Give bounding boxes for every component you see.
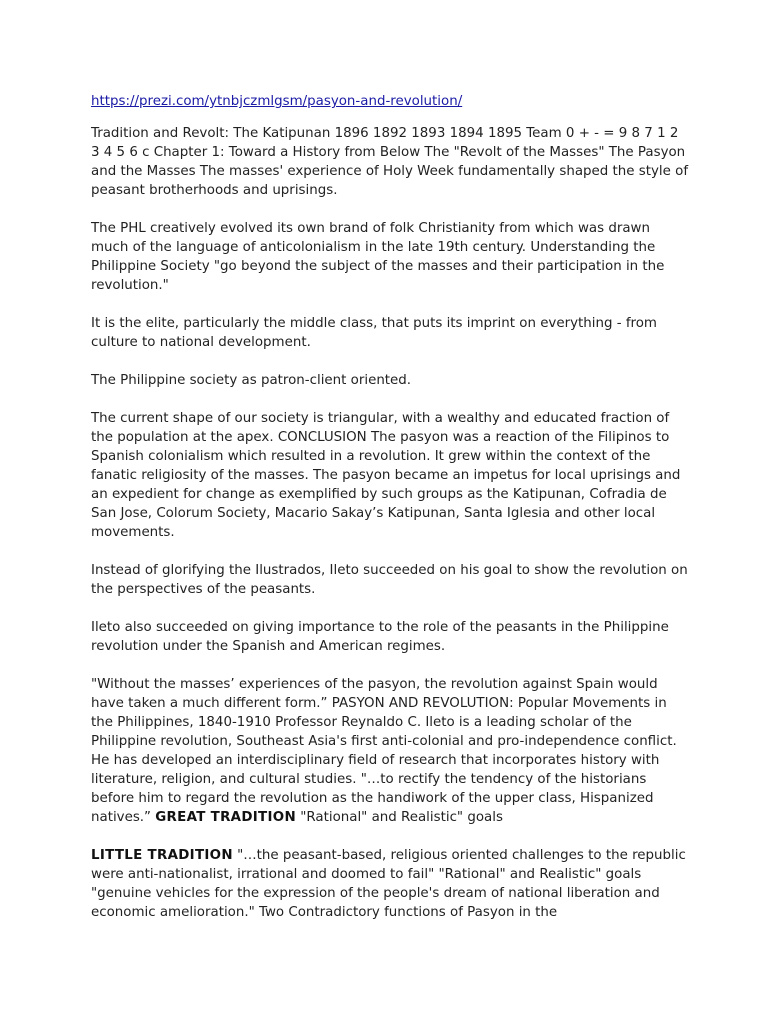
little-tradition-text: "…the peasant-based, religious oriented challenges to the republic were anti-nationalist, irrational and doomed to fail" "Rational" and Realistic" goals "genuine vehicles for the expression of the people's dream of national liberation and economic amelioration." Two Contradictory functions of Pasyon in the [91,848,686,920]
document-body [91,92,691,941]
great-tradition-goals: "Rational" and Realistic" goals [300,810,503,825]
little-tradition-heading: LITTLE TRADITION [91,848,233,863]
great-tradition-heading: GREAT TRADITION [155,810,296,825]
source-url-link[interactable]: https://prezi.com/ytnbjczmlgsm/pasyon-and-revolution/ [91,94,463,109]
paragraph-peasants-role: Ileto also succeeded on giving importance to the role of the peasants in the Philippine revolution under the Spanish and American regimes. [91,620,669,654]
paragraph-great-tradition [91,675,691,827]
paragraph-elite: It is the elite, particularly the middle class, that puts its imprint on everything - from culture to national development. [91,316,657,350]
paragraph-ilustrados: Instead of glorifying the Ilustrados, Ileto succeeded on his goal to show the revolution on the perspectives of the peasants. [91,563,688,597]
paragraph-conclusion: The current shape of our society is triangular, with a wealthy and educated fraction of the population at the apex. CONCLUSION The pasyon was a reaction of the Filipinos to Spanish colonialism which resulted in a revolution. It grew within the context of the fanatic religiosity of the masses. The pasyon became an impetus for local uprisings and an expedient for change as exemplified by such groups as the Katipunan, Cofradia de San Jose, Colorum Society, Macario Sakay’s Katipunan, Santa Iglesia and other local movements. [91,411,681,540]
paragraph-folk-christianity: The PHL creatively evolved its own brand of folk Christianity from which was drawn much of the language of anticolonialism in the late 19th century. Understanding the Philippine Society "go beyond the subject of the masses and their participation in the revolution." [91,221,665,293]
paragraph-patron-client: The Philippine society as patron-client oriented. [91,373,412,388]
paragraph-intro: Tradition and Revolt: The Katipunan 1896 1892 1893 1894 1895 Team 0 + - = 9 8 7 1 2 3 4 5 6 c Chapter 1: Toward a History from Below The "Revolt of the Masses" The Pasyon and the Masses The masses' experience of Holy Week fundamentally shaped the style of peasant brotherhoods and uprisings. [91,126,689,198]
quote-text: "Without the masses’ experiences of the pasyon, the revolution against Spain would have taken a much different form.” PASYON AND REVOLUTION: Popular Movements in the Philippines, 1840-1910 Professor Reynaldo C. Ileto is a leading scholar of the Philippine revolution, Southeast Asia's first anti-colonial and pro-independence conflict. He has developed an interdisciplinary field of research that incorporates history with literature, religion, and cultural studies. "…to rectify the tendency of the historians before him to regard the revolution as the handiwork of the upper class, Hispanized natives.” [91,677,677,825]
paragraph-little-tradition [91,846,691,922]
